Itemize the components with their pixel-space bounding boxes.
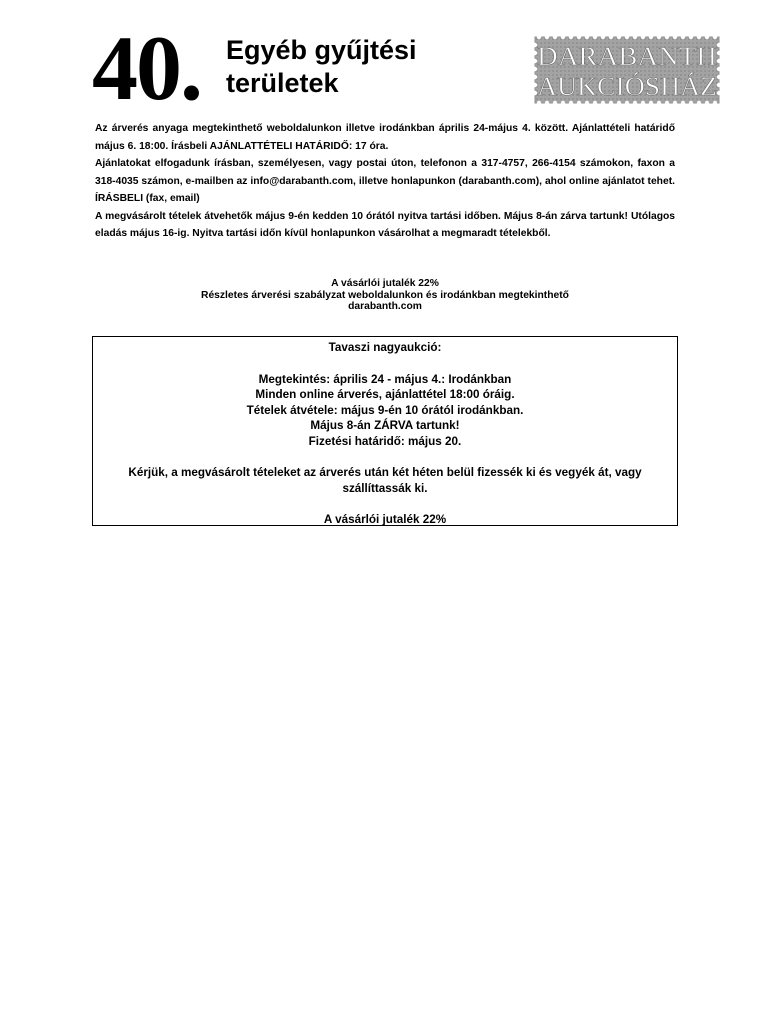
stamp-perforation	[561, 101, 565, 105]
chapter-number: 40.	[92, 17, 201, 119]
stamp-perforation	[717, 83, 721, 87]
stamp-perforation	[609, 35, 613, 39]
spring-auction-box	[92, 336, 678, 526]
stamp-perforation	[585, 35, 589, 39]
stamp-perforation	[673, 35, 677, 39]
logo-text-line1: DARABANTH	[537, 42, 718, 71]
box-line-viewing: Megtekintés: április 24 - május 4.: Irodánkban	[258, 372, 512, 386]
box-request: Kérjük, a megvásárolt tételeket az árverés után két héten belül fizessék ki és vegyék át, vagy szállíttassák ki.	[128, 466, 642, 495]
stamp-perforation	[689, 101, 693, 105]
chapter-title-line1: Egyéb gyűjtési	[226, 35, 417, 65]
stamp-perforation	[705, 35, 709, 39]
stamp-perforation	[649, 101, 653, 105]
intro-paragraph-dates: Az árverés anyaga megtekinthető weboldalunkon illetve irodánkban április 24-május 4. között. Ajánlattételi határidő május 6. 18:00. Írásbeli AJÁNLATTÉTELI HATÁRIDŐ: 17 óra.	[95, 123, 675, 152]
stamp-perforation	[717, 67, 721, 71]
stamp-perforation	[553, 101, 557, 105]
stamp-perforation	[593, 35, 597, 39]
stamp-perforation	[705, 101, 709, 105]
stamp-perforation	[649, 35, 653, 39]
chapter-title	[226, 34, 417, 100]
stamp-perforation	[665, 101, 669, 105]
rules-line: Részletes árverési szabályzat weboldalunkon és irodánkban megtekinthető	[201, 289, 569, 301]
commission-line: A vásárlói jutalék 22%	[331, 278, 439, 289]
stamp-perforation	[673, 101, 677, 105]
stamp-perforation	[545, 101, 549, 105]
stamp-perforation	[625, 35, 629, 39]
stamp-perforation	[601, 101, 605, 105]
stamp-perforation	[717, 91, 721, 95]
stamp-perforation	[641, 35, 645, 39]
box-heading: Tavaszi nagyaukció:	[328, 341, 442, 354]
intro-paragraph-pickup: A megvásárolt tételek átvehetők május 9-én kedden 10 órától nyitva tartási időben. Május 8-án zárva tartunk! Utólagos eladás május 16-ig. Nyitva tartási időn kívül honlapunkon vásárolhat a megmaradt tételekből.	[95, 210, 675, 239]
stamp-perforation	[697, 101, 701, 105]
stamp-perforation	[577, 101, 581, 105]
stamp-perforation	[537, 35, 541, 39]
stamp-perforation	[577, 35, 581, 39]
stamp-perforation	[713, 101, 717, 105]
stamp-perforation	[625, 101, 629, 105]
box-commission: A vásárlói jutalék 22%	[323, 513, 447, 526]
box-line-pickup: Tételek átvétele: május 9-én 10 órától irodánkban.	[246, 403, 524, 417]
stamp-perforation	[641, 101, 645, 105]
logo-text-line2: AUKCIÓSHÁZ	[537, 72, 717, 101]
box-line-closed: Május 8-án ZÁRVA tartunk!	[310, 419, 460, 432]
website-line: darabanth.com	[348, 301, 422, 312]
box-line-payment: Fizetési határidő: május 20.	[308, 434, 462, 448]
stamp-perforation	[617, 35, 621, 39]
box-line-online: Minden online árverés, ajánlattétel 18:00 óráig.	[255, 388, 515, 401]
stamp-perforation	[561, 35, 565, 39]
stamp-perforation	[569, 101, 573, 105]
stamp-perforation	[717, 59, 721, 63]
stamp-perforation	[717, 51, 721, 55]
stamp-perforation	[601, 35, 605, 39]
stamp-perforation	[617, 101, 621, 105]
stamp-perforation	[681, 101, 685, 105]
stamp-perforation	[585, 101, 589, 105]
stamp-perforation	[633, 35, 637, 39]
intro-text	[95, 120, 675, 243]
page-header	[0, 0, 770, 120]
stamp-perforation	[609, 101, 613, 105]
stamp-perforation	[537, 101, 541, 105]
intro-paragraph-bids: Ajánlatokat elfogadunk írásban, személyesen, vagy postai úton, telefonon a 317-4757, 266-4154 számokon, faxon a 318-4035 számon, e-mailben az info@darabanth.com, illetve honlapunkon (darabanth.com), ahol online ajánlatot tehet. ÍRÁSBELI (fax, email)	[95, 158, 675, 204]
stamp-perforation	[593, 101, 597, 105]
commission-info	[95, 278, 675, 313]
stamp-perforation	[665, 35, 669, 39]
stamp-perforation	[697, 35, 701, 39]
stamp-perforation	[657, 101, 661, 105]
stamp-perforation	[657, 35, 661, 39]
darabanth-logo	[531, 33, 723, 107]
stamp-perforation	[689, 35, 693, 39]
stamp-perforation	[569, 35, 573, 39]
stamp-perforation	[717, 75, 721, 79]
stamp-perforation	[553, 35, 557, 39]
stamp-perforation	[545, 35, 549, 39]
stamp-perforation	[633, 101, 637, 105]
stamp-perforation	[681, 35, 685, 39]
chapter-title-line2: területek	[226, 68, 339, 98]
stamp-perforation	[717, 43, 721, 47]
stamp-perforation	[713, 35, 717, 39]
